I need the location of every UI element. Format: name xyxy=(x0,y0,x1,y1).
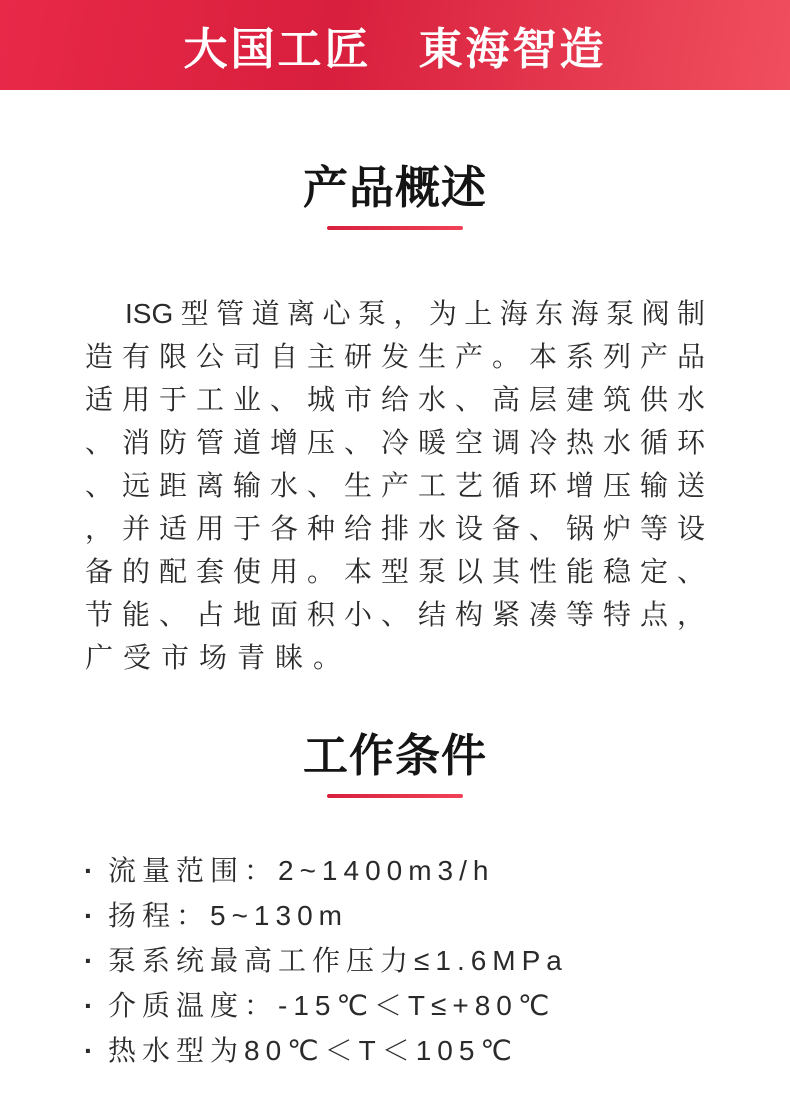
paragraph-line: 适用于工业、城市给水、高层建筑供水 xyxy=(85,384,705,415)
bullet-icon: · xyxy=(84,900,94,931)
paragraph-line: ISG型管道离心泵，为上海东海泵阀制 xyxy=(125,298,705,329)
paragraph-line: 、消防管道增压、冷暖空调冷热水循环 xyxy=(85,427,705,458)
list-item xyxy=(84,848,750,893)
banner-title: 大国工匠 東海智造 xyxy=(183,25,607,74)
paragraph-line: 备的配套使用。本型泵以其性能稳定、 xyxy=(85,556,705,587)
brand-banner xyxy=(0,0,790,90)
paragraph-line: 、远距离输水、生产工艺循环增压输送 xyxy=(85,470,705,501)
list-item xyxy=(84,938,750,983)
condition-text: 热水型为80℃＜T＜105℃ xyxy=(108,1035,518,1066)
list-item xyxy=(84,983,750,1028)
condition-text: 泵系统最高工作压力≤1.6MPa xyxy=(108,945,568,976)
condition-text: 扬程：5~130m xyxy=(108,900,348,931)
red-underline xyxy=(327,226,463,230)
conditions-section xyxy=(0,730,790,1073)
conditions-section-title: 工作条件 xyxy=(302,730,487,781)
bullet-icon: · xyxy=(84,945,94,976)
overview-paragraph xyxy=(85,292,705,679)
list-item xyxy=(84,1028,750,1073)
bullet-icon: · xyxy=(84,990,94,1021)
conditions-list xyxy=(84,848,750,1073)
list-item xyxy=(84,893,750,938)
overview-section xyxy=(0,162,790,679)
condition-text: 介质温度：-15℃＜T≤+80℃ xyxy=(108,990,556,1021)
overview-section-title: 产品概述 xyxy=(302,162,487,213)
red-underline xyxy=(327,794,463,798)
paragraph-line: ，并适用于各种给排水设备、锅炉等设 xyxy=(85,513,705,544)
condition-text: 流量范围：2~1400m3/h xyxy=(108,855,495,886)
paragraph-line: 节能、占地面积小、结构紧凑等特点， xyxy=(85,599,705,630)
paragraph-line: 造有限公司自主研发生产。本系列产品 xyxy=(85,341,705,372)
bullet-icon: · xyxy=(84,1035,94,1066)
bullet-icon: · xyxy=(84,855,94,886)
paragraph-line: 广受市场青睐。 xyxy=(85,642,352,673)
